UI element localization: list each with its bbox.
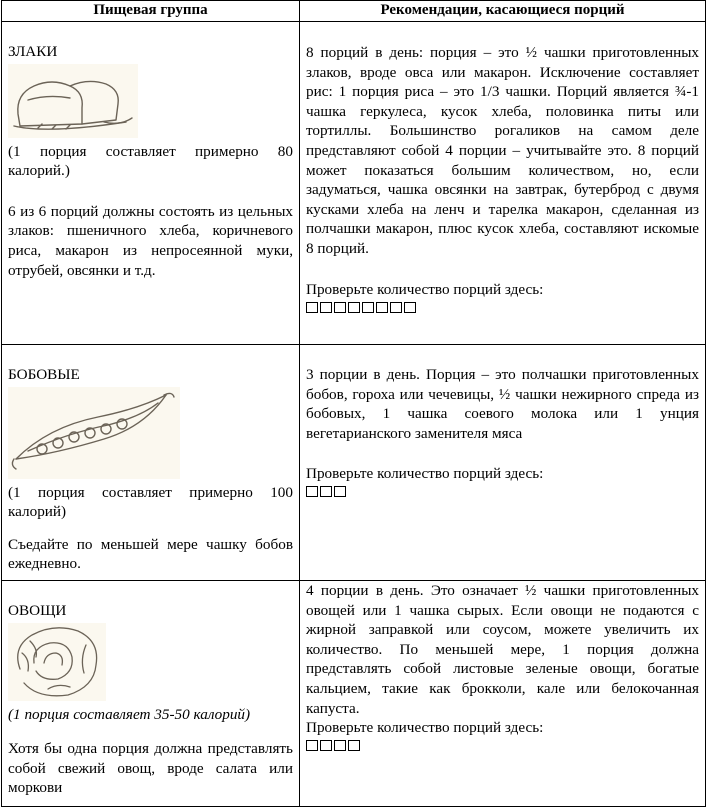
food-group-cell bbox=[2, 581, 300, 807]
group-name: ЗЛАКИ bbox=[8, 43, 58, 60]
check-label: Проверьте количество порций здесь: bbox=[306, 719, 544, 737]
recommendation-cell bbox=[300, 345, 706, 581]
serving-checkbox[interactable] bbox=[404, 302, 416, 313]
calories-note: (1 порция составляет примерно 100 калорий) bbox=[8, 483, 293, 521]
serving-checkbox[interactable] bbox=[348, 302, 360, 313]
serving-checkbox[interactable] bbox=[390, 302, 402, 313]
table-row bbox=[2, 345, 706, 581]
header-row bbox=[2, 1, 706, 22]
food-group-cell bbox=[2, 22, 300, 345]
serving-checkboxes bbox=[306, 300, 699, 314]
serving-checkboxes bbox=[306, 485, 699, 499]
serving-checkbox[interactable] bbox=[334, 740, 346, 751]
serving-checkbox[interactable] bbox=[320, 302, 332, 313]
group-tip: 6 из 6 порций должны состоять из цельных злаков: пшеничного хлеба, коричневого риса, макарон из непросеянной муки, отрубей, овсянки и т.д. bbox=[8, 202, 293, 279]
recommendation-text: 4 порции в день. Это означает ½ чашки приготовленных овощей или 1 чашка сырых. Если овощи не подаются с жирной заправкой или соусом, можете увеличить их количество. По меньшей мере, 1 порция должна представлять собой листовые зеленые овощи, богатые кальцием, такие как брокколи, кале или белокочанная капуста. bbox=[306, 582, 699, 717]
check-label: Проверьте количество порций здесь: bbox=[306, 465, 544, 483]
recommendation-cell bbox=[300, 22, 706, 345]
recommendation-cell bbox=[300, 581, 706, 807]
group-name: БОБОВЫЕ bbox=[8, 366, 80, 383]
bread-icon bbox=[8, 64, 138, 138]
serving-checkbox[interactable] bbox=[306, 740, 318, 751]
calories-note: (1 порция составляет примерно 80 калорий.) bbox=[8, 142, 293, 180]
food-group-cell bbox=[2, 345, 300, 581]
serving-checkbox[interactable] bbox=[362, 302, 374, 313]
serving-checkbox[interactable] bbox=[348, 740, 360, 751]
serving-table bbox=[1, 0, 706, 807]
serving-checkbox[interactable] bbox=[334, 302, 346, 313]
group-tip: Хотя бы одна порция должна представлять собой свежий овощ, вроде салата или моркови bbox=[8, 740, 293, 797]
serving-checkbox[interactable] bbox=[306, 486, 318, 497]
pea-pod-icon bbox=[8, 387, 180, 479]
serving-checkboxes bbox=[306, 739, 699, 753]
table-row bbox=[2, 22, 706, 345]
serving-checkbox[interactable] bbox=[334, 486, 346, 497]
header-food-group: Пищевая группа bbox=[2, 1, 300, 22]
cabbage-icon bbox=[8, 623, 106, 701]
serving-checkbox[interactable] bbox=[306, 302, 318, 313]
serving-checkbox[interactable] bbox=[320, 740, 332, 751]
recommendation-text: 8 порций в день: порция – это ½ чашки приготовленных злаков, вроде овса или макарон. Исключение составляет рис: 1 порция риса – это 1/3 чашки. Порций является ¾-1 чашка геркулеса, кусок хлеба, половинка питы или тортиллы. Большинство рогаликов на самом деле представляют собой 4 порции – учитывайте это. 8 порций может показаться большим количеством, но, если задуматься, чашка овсянки на завтрак, бутерброд с двумя кусками хлеба на ленч и тарелка макарон, сделанная из полчашки макарон, плюс кусок хлеба, составляют искомые 8 порций. bbox=[306, 44, 699, 257]
serving-checkbox[interactable] bbox=[320, 486, 332, 497]
serving-checkbox[interactable] bbox=[376, 302, 388, 313]
group-name: ОВОЩИ bbox=[8, 602, 67, 619]
group-tip: Съедайте по меньшей мере чашку бобов ежедневно. bbox=[8, 535, 293, 573]
check-label: Проверьте количество порций здесь: bbox=[306, 280, 544, 298]
header-recommendations: Рекомендации, касающиеся порций bbox=[300, 1, 706, 22]
recommendation-text: 3 порции в день. Порция – это полчашки приготовленных бобов, гороха или чечевицы, ½ чашки нежирного спреда из бобовых, 1 чашка соевого молока или 1 унция вегетарианского заменителя мяса bbox=[306, 366, 699, 442]
table-row bbox=[2, 581, 706, 807]
calories-note: (1 порция составляет 35-50 калорий) bbox=[8, 705, 251, 723]
